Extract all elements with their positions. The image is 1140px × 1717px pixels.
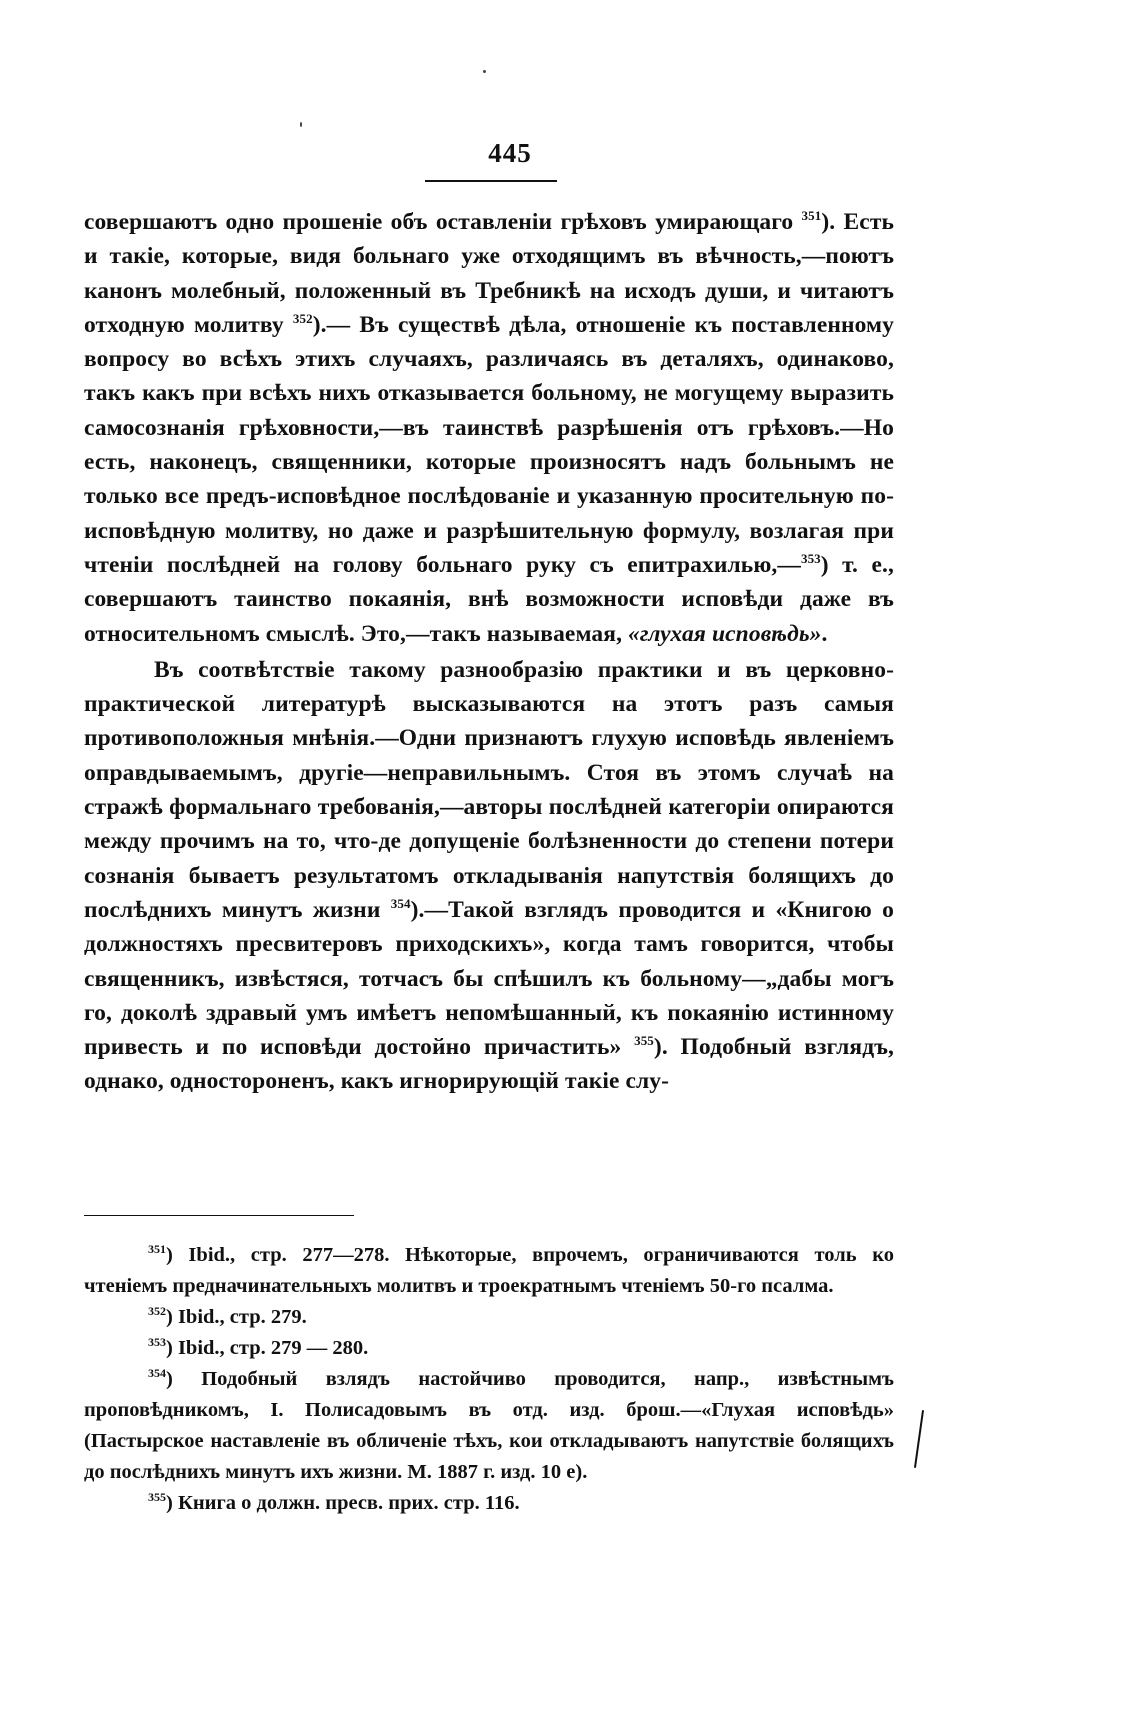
footnote-text: ) Ibid., стр. 279 — 280. [166,1337,369,1359]
paragraph-text: . [821,620,828,647]
body-paragraph [84,653,894,1099]
footnote [84,1302,894,1333]
paragraph-text: ). Подобный взглядъ, однако, одностороненъ, какъ игнорирующій такіе слу- [84,1034,894,1095]
footnotes [84,1240,894,1519]
scan-speck [483,70,486,73]
footnote-reference: 351 [801,208,822,224]
paragraph-text: Въ соотвѣтствіе такому разнообразію практики и въ церковно-практической литературѣ высказываются на этотъ разъ самыя противоположныя мнѣнія.—Одни признаютъ глухую исповѣдь явленіемъ оправдываемымъ, другіе—неправильнымъ. Стоя въ этомъ случаѣ на стражѣ формальнаго требованія,—авторы послѣдней категоріи опираются между прочимъ на то, что-де допущеніе болѣзненности до степени потери сознанія бываетъ результатомъ откладыванія напутствія болящихъ до послѣднихъ минутъ жизни [84,656,894,923]
paragraph-text: совершаютъ одно прошеніе объ оставленіи грѣховъ умирающаго [84,209,802,235]
paragraph-text: ).— Въ существѣ дѣла, отношеніе къ поставленному вопросу во всѣхъ этихъ случаяхъ, различаясь въ деталяхъ, одинаково, такъ какъ при всѣхъ нихъ отказывается больному, не могущему выразить самосознанія грѣховности,—въ таинствѣ разрѣшенія отъ грѣховъ.—Но есть, наконецъ, священники, которые произносятъ надъ больнымъ не только все предъ-исповѣдное послѣдованіе и указанную просительную по-исповѣдную молитву, но даже и разрѣшительную формулу, возлагая при чтеніи послѣдней на голову больнаго руку съ епитрахилью,— [84,311,894,578]
margin-mark [914,1410,924,1468]
body-paragraph [84,205,894,651]
footnote-separator [84,1215,354,1216]
footnote-mark: 352 [148,1304,166,1319]
footnote-mark: 354 [148,1366,166,1381]
main-text [84,205,894,1099]
footnote [84,1488,894,1519]
footnote [84,1333,894,1364]
paragraph-text: ).—Такой взглядъ проводится и «Книгою о должностяхъ пресвитеровъ приходскихъ», когда тамъ говорится, чтобы священникъ, извѣстяся, тотчасъ бы спѣшилъ къ больному—„дабы могъ го, доколѣ здравый умъ имѣетъ непомѣшанный, къ покаянію истинному привесть и по исповѣди достойно причастить» [84,896,894,1061]
paragraph-text: ). Есть и такіе, которые, видя больнаго уже отходящимъ въ вѣчность,—поютъ канонъ молебный, положенный въ Требникѣ на исходъ души, и читаютъ отходную молитву [84,209,894,338]
footnote [84,1240,894,1302]
footnote-text: ) Ibid., стр. 279. [166,1306,307,1328]
footnote-reference: 355 [634,1033,654,1049]
scan-speck [300,122,302,127]
footnote-text: ) Ibid., стр. 277—278. Нѣкоторые, впрочемъ, ограничиваются толь ко чтеніемъ предначинательныхъ молитвъ и троекратнымъ чтеніемъ 50-го псалма. [84,1244,894,1297]
italic-term: «глухая исповѣдь» [628,620,822,647]
footnote [84,1364,894,1488]
page-number-rule [425,180,557,182]
footnote-mark: 351 [148,1242,166,1257]
footnote-text: ) Книга о должн. пресв. прих. стр. 116. [166,1492,520,1514]
paragraph-text: ) т. е., совершаютъ таинство покаянія, внѣ возможности исповѣди даже въ относительномъ смыслѣ. Это,—такъ называемая, [84,551,894,647]
footnote-reference: 352 [292,311,313,327]
footnote-mark: 353 [148,1335,166,1350]
page-number: 445 [488,138,532,168]
footnote-mark: 355 [148,1490,166,1505]
footnote-text: ) Подобный взлядъ настойчиво проводится, напр., извѣстнымъ проповѣдникомъ, І. Полисадовымъ въ отд. изд. брош.—«Глухая исповѣдь» (Пастырское наставленіе въ обличеніе тѣхъ, кои откладываютъ напутствіе болящихъ до послѣднихъ минутъ ихъ жизни. М. 1887 г. изд. 10 е). [84,1368,894,1483]
footnote-reference: 353 [800,551,821,567]
footnote-reference: 354 [390,896,411,912]
